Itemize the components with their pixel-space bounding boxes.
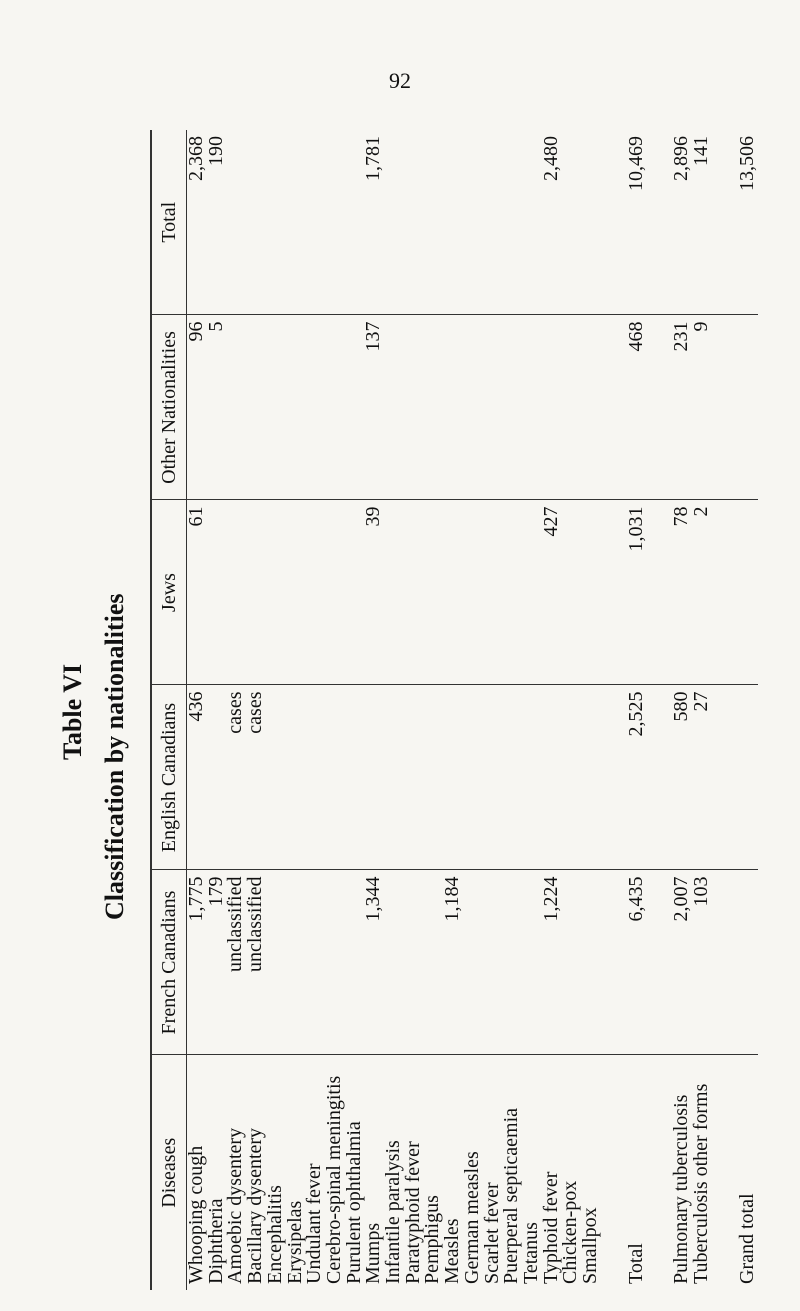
row-label: Undulant fever — [303, 1163, 326, 1284]
table-subtitle: Classification by nationalities — [100, 593, 129, 920]
cell-jews: 1,031 — [627, 500, 647, 685]
cell-other: 96 — [187, 315, 207, 500]
spacer-cell — [712, 685, 738, 870]
cell-ec: 580 — [672, 685, 692, 870]
cell-ec — [423, 685, 443, 870]
table-body — [187, 130, 758, 1290]
nationality-table — [150, 130, 758, 1290]
spacer-cell — [646, 1055, 672, 1290]
header-total: Total — [151, 130, 187, 315]
cell-fc — [266, 870, 286, 1055]
table-row — [345, 130, 365, 1290]
cell-other — [542, 315, 562, 500]
cell-fc: 1,224 — [542, 870, 562, 1055]
cell-total — [246, 130, 266, 315]
spacer-cell — [601, 130, 627, 315]
cell-other: 468 — [627, 315, 647, 500]
cell-ec — [483, 685, 503, 870]
table-row — [286, 130, 306, 1290]
cell-ec — [266, 685, 286, 870]
cell-other — [384, 315, 404, 500]
page-number: 92 — [389, 68, 411, 93]
table-row — [266, 130, 286, 1290]
table-row — [542, 130, 562, 1290]
row-label: Smallpox — [579, 1207, 602, 1284]
cell-fc: 1,344 — [364, 870, 384, 1055]
cell-other: 137 — [364, 315, 384, 500]
cell-jews — [581, 500, 601, 685]
cell-ec — [384, 685, 404, 870]
cell-fc: 2,007 — [672, 870, 692, 1055]
cell-jews — [246, 500, 266, 685]
spacer-cell — [712, 1055, 738, 1290]
cell-total — [463, 130, 483, 315]
cell-ec: cases — [246, 685, 266, 870]
cell-total — [423, 130, 443, 315]
spacer-cell — [646, 130, 672, 315]
cell-jews — [463, 500, 483, 685]
cell-ec — [325, 685, 345, 870]
cell-jews — [443, 500, 463, 685]
cell-ec: cases — [226, 685, 246, 870]
cell-jews — [561, 500, 581, 685]
table-row — [305, 130, 325, 1290]
cell-other — [226, 315, 246, 500]
cell-total — [266, 130, 286, 315]
spacer-cell — [601, 315, 627, 500]
cell-other — [404, 315, 424, 500]
cell-ec — [443, 685, 463, 870]
table-row — [443, 130, 463, 1290]
cell-other: 9 — [692, 315, 712, 500]
cell-other — [522, 315, 542, 500]
cell-fc: 6,435 — [627, 870, 647, 1055]
row-label: Amoebic dysentery — [224, 1127, 247, 1284]
row-label: Measles — [441, 1218, 464, 1284]
cell-total: 13,506 — [738, 130, 758, 315]
cell-total: 10,469 — [627, 130, 647, 315]
cell-fc — [738, 870, 758, 1055]
row-label: Scarlet fever — [480, 1182, 503, 1284]
table-row — [423, 130, 443, 1290]
cell-other — [581, 315, 601, 500]
spacer-cell — [601, 685, 627, 870]
cell-jews — [305, 500, 325, 685]
rotated-table — [150, 130, 758, 1290]
table-row — [581, 130, 601, 1290]
cell-fc: unclassified — [246, 870, 266, 1055]
header-diseases: Diseases — [151, 1055, 187, 1290]
cell-other — [463, 315, 483, 500]
cell-jews: 78 — [672, 500, 692, 685]
cell-fc: 103 — [692, 870, 712, 1055]
row-spacer — [646, 130, 672, 1290]
cell-total — [522, 130, 542, 315]
table-row — [404, 130, 424, 1290]
cell-fc — [404, 870, 424, 1055]
cell-total: 2,368 — [187, 130, 207, 315]
cell-total — [443, 130, 463, 315]
cell-other — [502, 315, 522, 500]
cell-jews — [345, 500, 365, 685]
spacer-cell — [646, 685, 672, 870]
cell-total — [384, 130, 404, 315]
spacer-cell — [601, 500, 627, 685]
cell-ec — [561, 685, 581, 870]
table-row — [384, 130, 404, 1290]
cell-ec — [738, 685, 758, 870]
row-label: Pemphigus — [421, 1195, 444, 1284]
row-label: Chicken-pox — [559, 1180, 582, 1284]
spacer-cell — [712, 870, 738, 1055]
cell-total — [483, 130, 503, 315]
cell-fc — [483, 870, 503, 1055]
cell-ec — [286, 685, 306, 870]
row-label: Puerperal septicaemia — [500, 1107, 523, 1284]
cell-other — [286, 315, 306, 500]
cell-jews — [384, 500, 404, 685]
cell-fc — [286, 870, 306, 1055]
cell-jews — [423, 500, 443, 685]
spacer-cell — [712, 315, 738, 500]
spacer-cell — [646, 315, 672, 500]
cell-jews — [286, 500, 306, 685]
row-label: Typhoid fever — [539, 1171, 562, 1284]
cell-other — [305, 315, 325, 500]
cell-total: 141 — [692, 130, 712, 315]
cell-ec — [463, 685, 483, 870]
cell-other — [266, 315, 286, 500]
row-label: Whooping cough — [185, 1145, 207, 1284]
table-row — [463, 130, 483, 1290]
row-label: Tuberculosis other forms — [690, 1083, 713, 1284]
cell-ec: 27 — [692, 685, 712, 870]
cell-jews — [226, 500, 246, 685]
row-label: Bacillary dysentery — [244, 1127, 267, 1284]
spacer-cell — [646, 500, 672, 685]
cell-ec: 436 — [187, 685, 207, 870]
row-label: Cerebro-spinal meningitis — [322, 1075, 345, 1284]
cell-jews: 2 — [692, 500, 712, 685]
spacer-cell — [601, 870, 627, 1055]
cell-total — [581, 130, 601, 315]
cell-ec — [542, 685, 562, 870]
header-jews: Jews — [151, 500, 187, 685]
row-label: German measles — [460, 1151, 483, 1284]
row-label: Purulent ophthalmia — [342, 1121, 365, 1284]
row-spacer — [712, 130, 738, 1290]
spacer-cell — [712, 130, 738, 315]
cell-other — [325, 315, 345, 500]
spacer-cell — [601, 1055, 627, 1290]
table-row — [502, 130, 522, 1290]
cell-jews — [207, 500, 227, 685]
other-tb-row — [692, 130, 712, 1290]
row-label: Pulmonary tuberculosis — [670, 1094, 693, 1284]
cell-ec — [404, 685, 424, 870]
cell-total: 2,896 — [672, 130, 692, 315]
cell-fc — [522, 870, 542, 1055]
cell-other — [483, 315, 503, 500]
cell-other: 231 — [672, 315, 692, 500]
cell-jews — [522, 500, 542, 685]
cell-fc: unclassified — [226, 870, 246, 1055]
table-row — [187, 130, 207, 1290]
cell-jews — [266, 500, 286, 685]
table-row — [246, 130, 266, 1290]
cell-fc: 179 — [207, 870, 227, 1055]
cell-total — [502, 130, 522, 315]
row-label: Total — [624, 1243, 647, 1284]
row-label: Diphtheria — [204, 1198, 227, 1284]
cell-other — [443, 315, 463, 500]
cell-ec — [502, 685, 522, 870]
header-other-nationalities: Other Nationalities — [151, 315, 187, 500]
cell-jews — [738, 500, 758, 685]
cell-ec — [345, 685, 365, 870]
cell-fc — [581, 870, 601, 1055]
cell-ec — [364, 685, 384, 870]
cell-ec: 2,525 — [627, 685, 647, 870]
cell-fc: 1,184 — [443, 870, 463, 1055]
cell-total: 2,480 — [542, 130, 562, 315]
row-label: Tetanus — [519, 1222, 542, 1284]
grand-total-row — [738, 130, 758, 1290]
spacer-cell — [712, 500, 738, 685]
cell-jews: 61 — [187, 500, 207, 685]
cell-jews — [325, 500, 345, 685]
cell-total: 190 — [207, 130, 227, 315]
header-english-canadians: English Canadians — [151, 685, 187, 870]
row-label: Grand total — [735, 1193, 758, 1284]
cell-total — [305, 130, 325, 315]
cell-ec — [581, 685, 601, 870]
cell-jews — [483, 500, 503, 685]
cell-total: 1,781 — [364, 130, 384, 315]
total-row — [627, 130, 647, 1290]
table-title: Table VI — [58, 663, 87, 760]
cell-other — [738, 315, 758, 500]
cell-total — [404, 130, 424, 315]
cell-total — [226, 130, 246, 315]
header-french-canadians: French Canadians — [151, 870, 187, 1055]
cell-total — [286, 130, 306, 315]
cell-jews: 39 — [364, 500, 384, 685]
table-row — [561, 130, 581, 1290]
cell-total — [561, 130, 581, 315]
cell-fc — [463, 870, 483, 1055]
cell-jews: 427 — [542, 500, 562, 685]
cell-fc — [502, 870, 522, 1055]
cell-ec — [305, 685, 325, 870]
cell-fc — [384, 870, 404, 1055]
spacer-cell — [646, 870, 672, 1055]
table-row — [325, 130, 345, 1290]
cell-total — [325, 130, 345, 315]
cell-jews — [404, 500, 424, 685]
cell-fc — [561, 870, 581, 1055]
row-label: Erysipelas — [283, 1200, 306, 1284]
cell-fc — [325, 870, 345, 1055]
cell-other — [423, 315, 443, 500]
cell-fc — [305, 870, 325, 1055]
row-spacer — [601, 130, 627, 1290]
cell-other: 5 — [207, 315, 227, 500]
cell-fc: 1,775 — [187, 870, 207, 1055]
cell-other — [246, 315, 266, 500]
cell-jews — [502, 500, 522, 685]
cell-other — [561, 315, 581, 500]
row-label: Infantile paralysis — [382, 1140, 405, 1284]
row-label: Paratyphoid fever — [401, 1141, 424, 1284]
table-row — [364, 130, 384, 1290]
table-row — [522, 130, 542, 1290]
row-label: Mumps — [362, 1222, 385, 1284]
row-label: Encephalitis — [263, 1185, 286, 1284]
cell-ec — [522, 685, 542, 870]
